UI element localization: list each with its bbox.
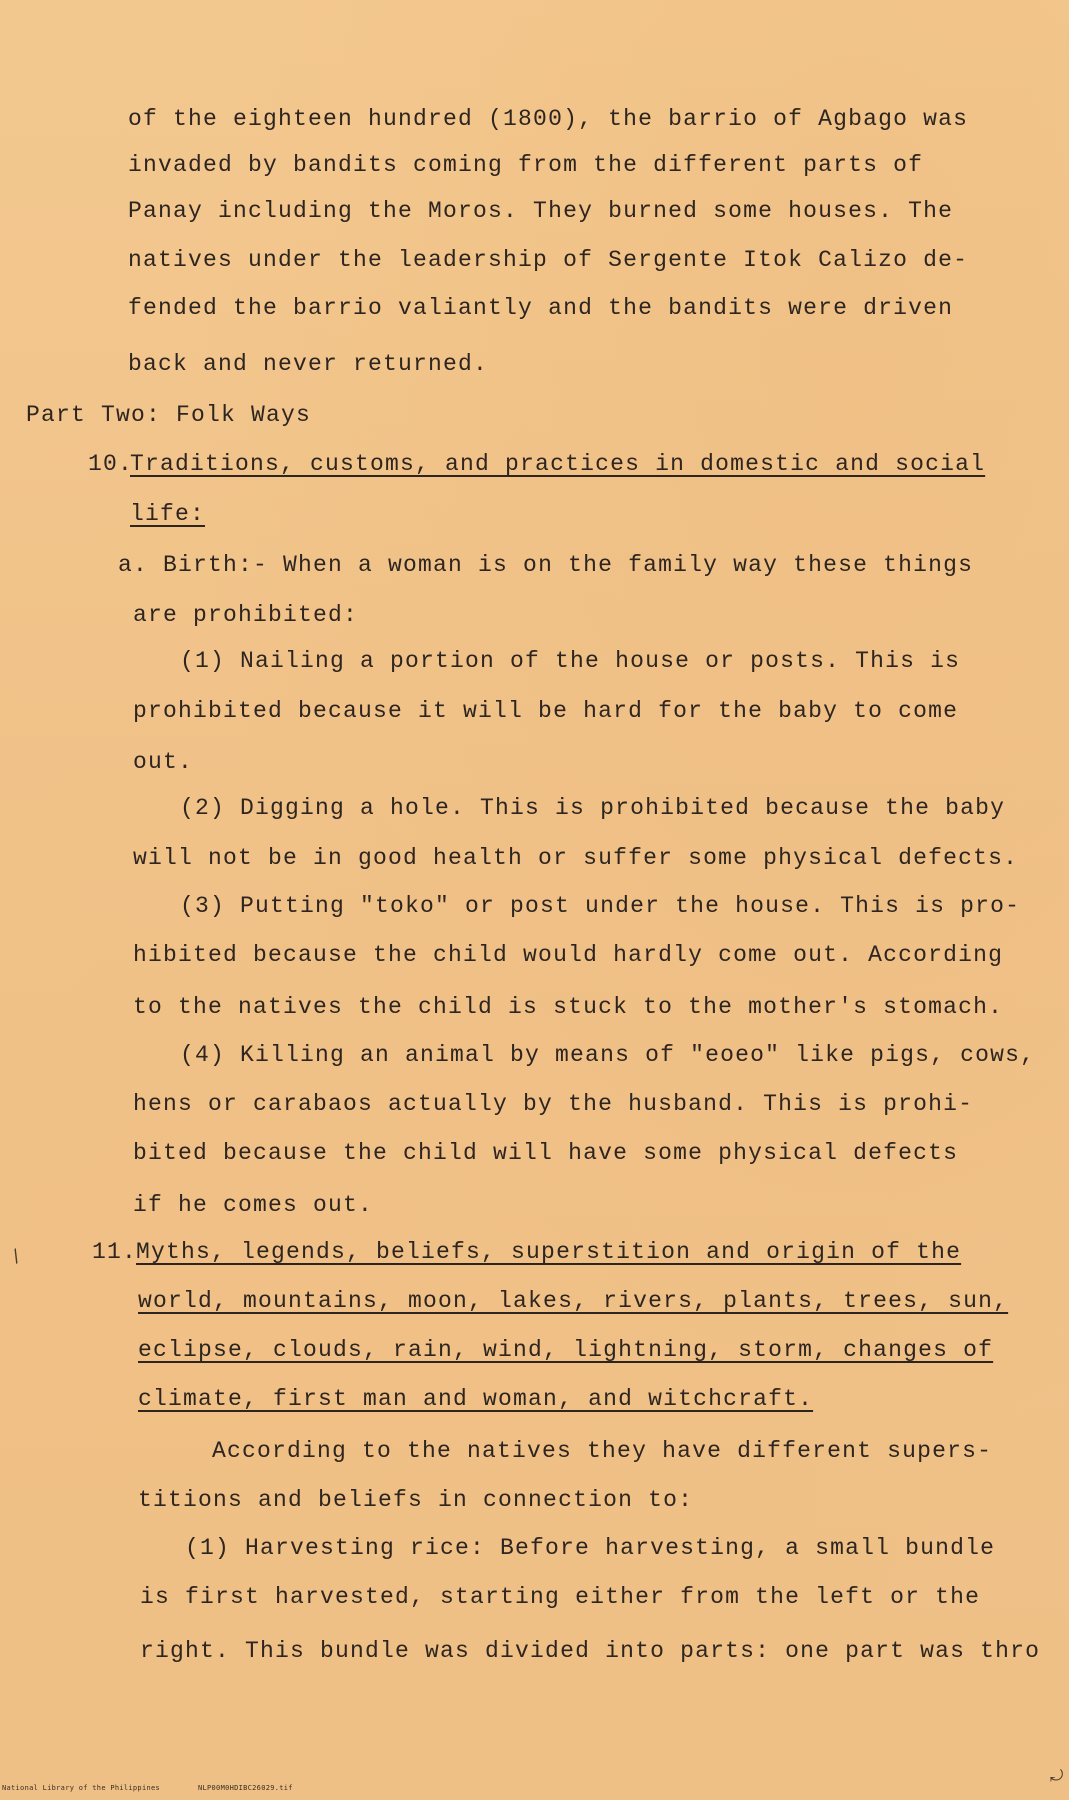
text-line: are prohibited: <box>133 602 359 628</box>
text-line: invaded by bandits coming from the different parts of <box>128 152 924 178</box>
text-line: to the natives the child is stuck to the mother's stomach. <box>133 994 1004 1020</box>
text-line: (4) Killing an animal by means of "eoeo" like pigs, cows, <box>180 1042 1036 1068</box>
text-line: out. <box>133 749 194 775</box>
text-line: of the eighteen hundred (1800), the barrio of Agbago was <box>128 106 969 132</box>
item-heading: world, mountains, moon, lakes, rivers, plants, trees, sun, <box>138 1288 1009 1314</box>
corner-mark: ⤾ <box>1050 1768 1064 1786</box>
item-heading: Traditions, customs, and practices in domestic and social <box>130 451 986 477</box>
item-heading: Myths, legends, beliefs, superstition and origin of the <box>136 1239 962 1265</box>
text-line: right. This bundle was divided into parts: one part was thro <box>140 1638 1041 1664</box>
text-line: (3) Putting "toko" or post under the house. This is pro- <box>180 893 1021 919</box>
text-line: bited because the child will have some physical defects <box>133 1140 959 1166</box>
section-heading: Part Two: Folk Ways <box>26 402 312 428</box>
text-line: (2) Digging a hole. This is prohibited because the baby <box>180 795 1006 821</box>
text-line: if he comes out. <box>133 1192 374 1218</box>
text-line: a. Birth:- When a woman is on the family way these things <box>118 552 974 578</box>
text-line: prohibited because it will be hard for the baby to come <box>133 698 959 724</box>
text-line: natives under the leadership of Sergente Itok Calizo de- <box>128 247 969 273</box>
item-number: 10. <box>88 451 134 477</box>
text-line: fended the barrio valiantly and the bandits were driven <box>128 295 954 321</box>
text-line: (1) Nailing a portion of the house or posts. This is <box>180 648 961 674</box>
text-line: will not be in good health or suffer some physical defects. <box>133 845 1019 871</box>
text-line: back and never returned. <box>128 351 489 377</box>
item-heading: climate, first man and woman, and witchcraft. <box>138 1386 814 1412</box>
text-line: Panay including the Moros. They burned some houses. The <box>128 198 954 224</box>
text-line: titions and beliefs in connection to: <box>138 1487 694 1513</box>
item-number: 11. <box>92 1239 138 1265</box>
text-line: hens or carabaos actually by the husband. This is prohi- <box>133 1091 974 1117</box>
text-line: According to the natives they have different supers- <box>212 1438 993 1464</box>
footer-library: National Library of the Philippines <box>2 1784 161 1792</box>
text-line: hibited because the child would hardly come out. According <box>133 942 1004 968</box>
item-heading: eclipse, clouds, rain, wind, lightning, storm, changes of <box>138 1337 994 1363</box>
text-line: (1) Harvesting rice: Before harvesting, a small bundle <box>185 1535 996 1561</box>
footer-filename: NLP00M0HDIBC26029.tif <box>198 1784 293 1792</box>
stray-mark: / <box>7 1246 28 1270</box>
item-heading: life: <box>130 501 206 527</box>
text-line: is first harvested, starting either from the left or the <box>140 1584 981 1610</box>
